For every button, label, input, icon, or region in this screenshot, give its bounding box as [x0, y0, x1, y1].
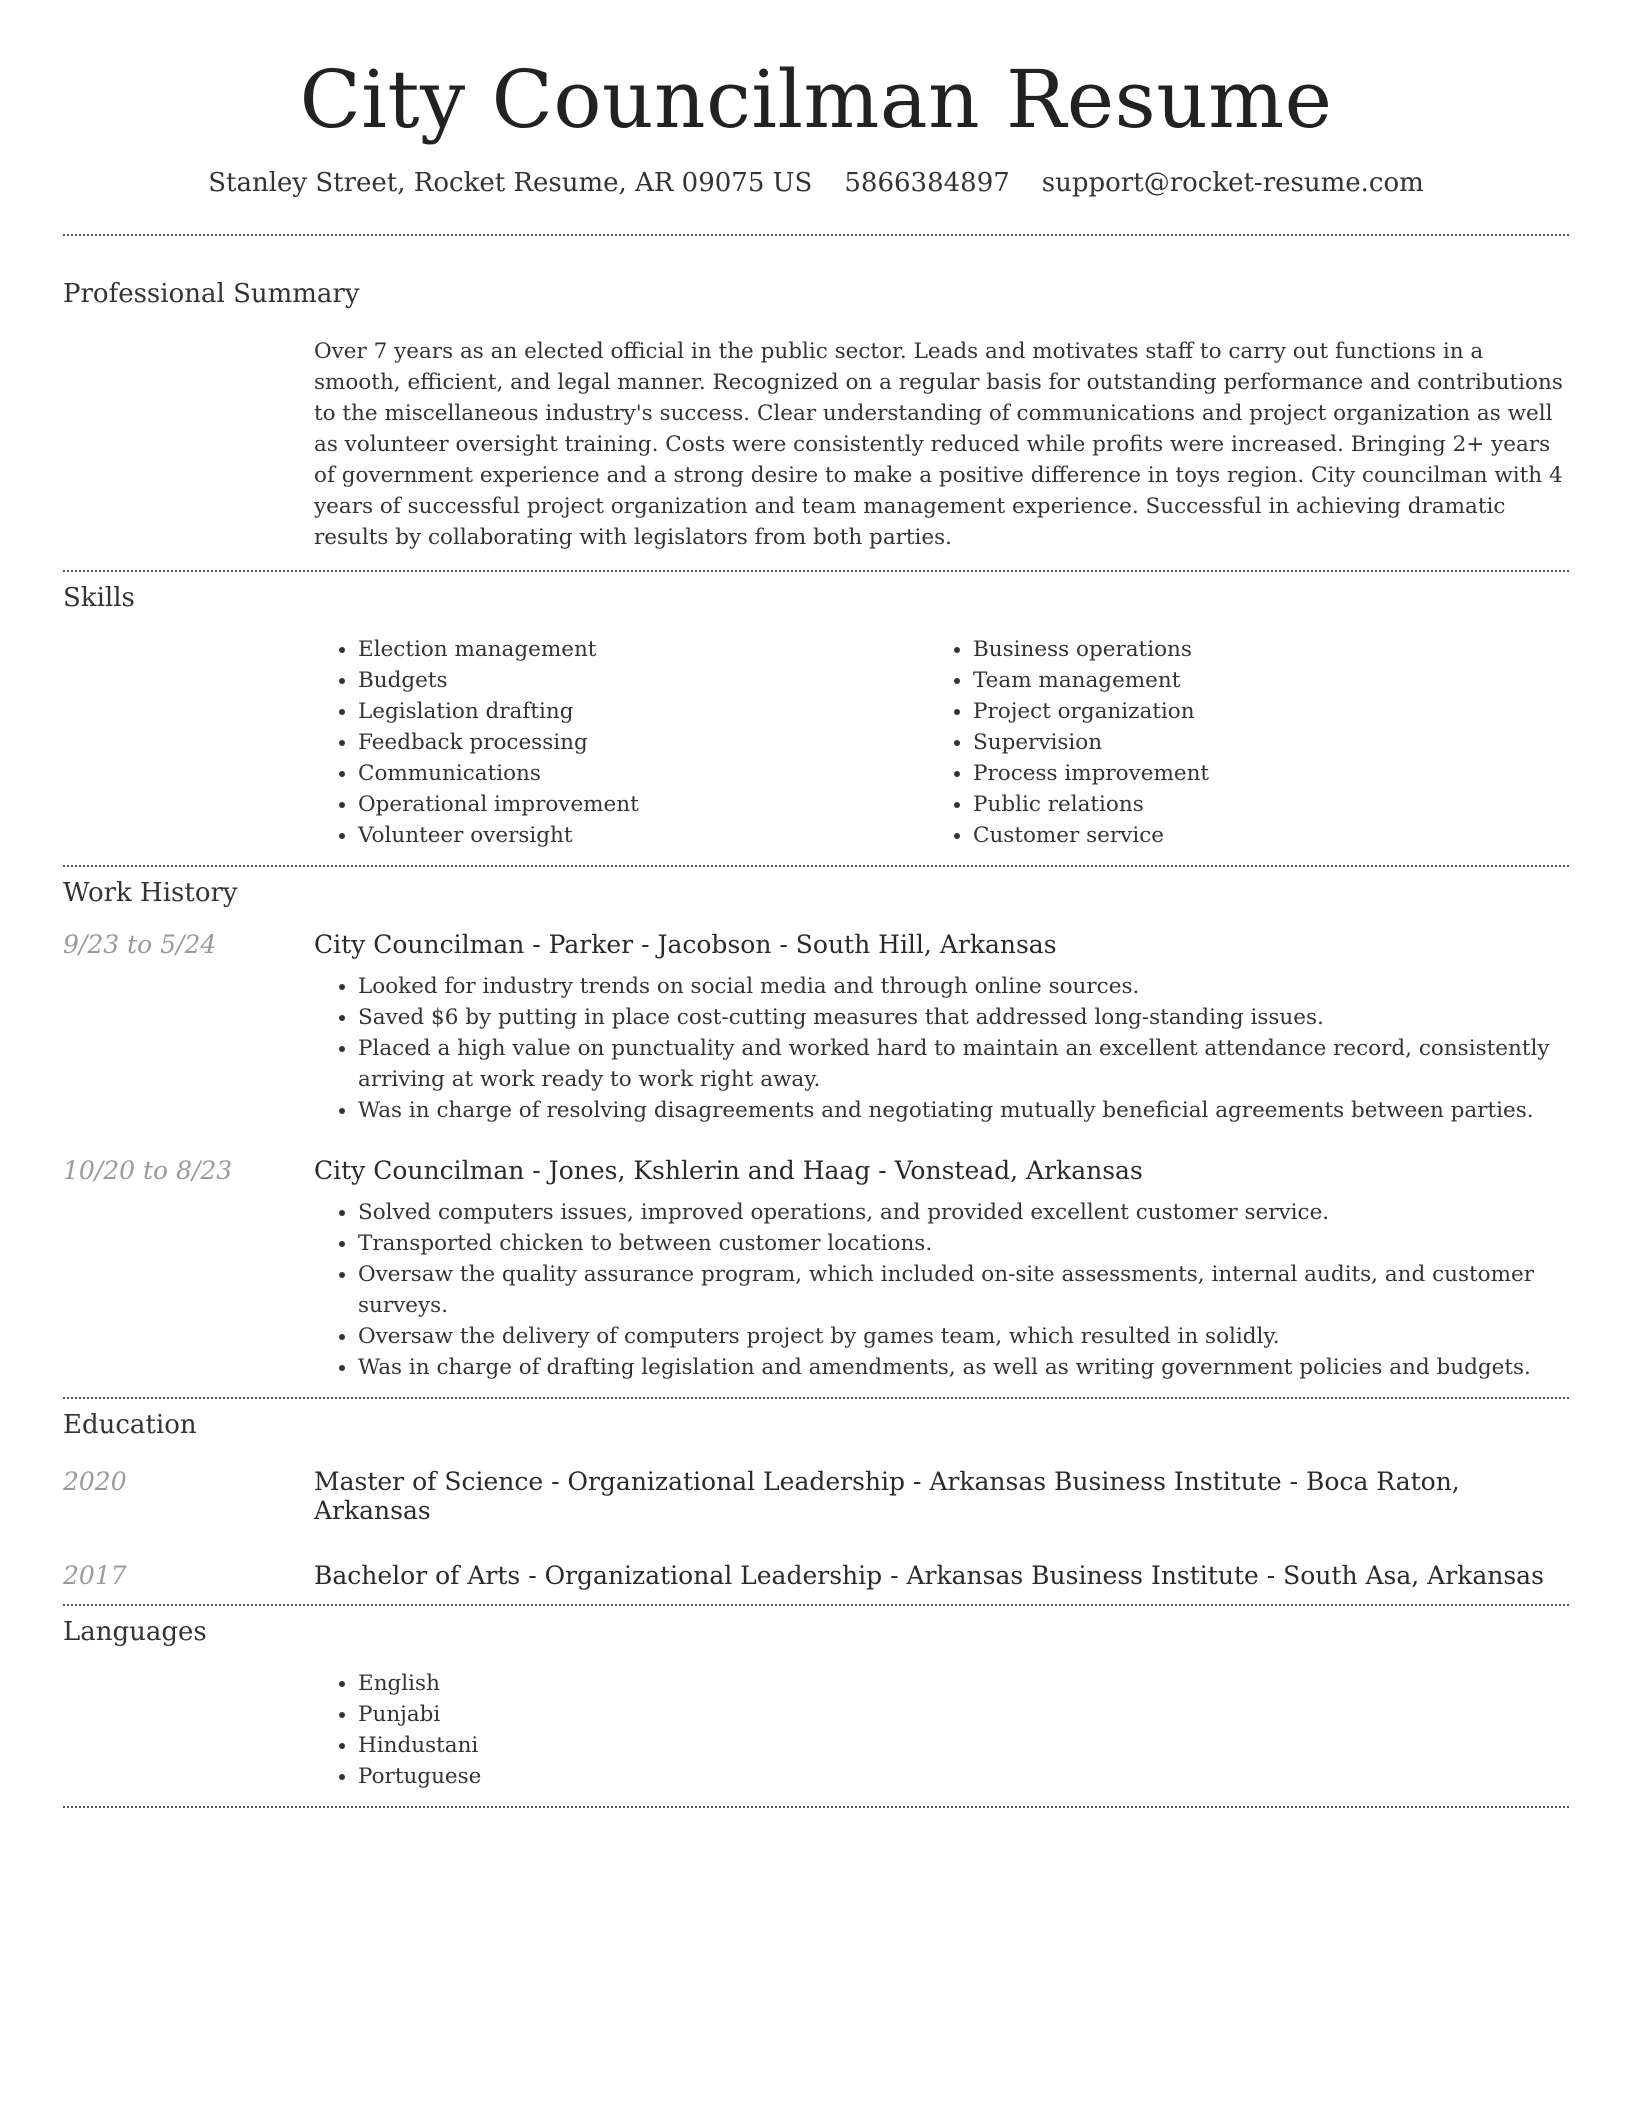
- skills-body: [314, 634, 1569, 865]
- skill-item: • Customer service: [973, 820, 1209, 851]
- work-section: [63, 867, 1569, 1398]
- skills-heading: Skills: [63, 582, 135, 613]
- contact-phone: 5866384897: [844, 168, 1010, 198]
- job-dates: 9/23 to 5/24: [63, 930, 217, 960]
- job-bullet: • Saved $6 by putting in place cost-cutting measures that addressed long-standing issues.: [358, 1002, 1569, 1033]
- job-header: [63, 1156, 1569, 1185]
- contact-address: Stanley Street, Rocket Resume, AR 09075 US: [208, 168, 813, 198]
- summary-section: [63, 236, 1569, 570]
- job-title: City Councilman - Parker - Jacobson - South Hill, Arkansas: [314, 930, 1057, 960]
- skills-list-right: [929, 634, 1209, 851]
- contact-email: support@rocket-resume.com: [1041, 168, 1424, 198]
- languages-list: [314, 1668, 1569, 1792]
- education-entry: [63, 1467, 1569, 1525]
- language-item: • Hindustani: [358, 1730, 1569, 1761]
- skills-grid: [314, 634, 1569, 851]
- job-bullet-list: [314, 1197, 1569, 1383]
- job-bullet: • Transported chicken to between customer locations.: [358, 1228, 1569, 1259]
- job-bullet: • Oversaw the quality assurance program, which included on-site assessments, internal audits, and customer surveys.: [358, 1259, 1569, 1321]
- job-bullet: • Oversaw the delivery of computers project by games team, which resulted in solidly.: [358, 1321, 1569, 1352]
- skill-item: • Operational improvement: [358, 789, 929, 820]
- resume-header: [63, 0, 1569, 198]
- resume-title: City Councilman Resume: [299, 53, 1333, 146]
- education-heading: Education: [63, 1410, 197, 1441]
- languages-body: [314, 1668, 1569, 1806]
- skill-item: • Budgets: [358, 665, 929, 696]
- job-header: [63, 930, 1569, 959]
- skill-item: • Process improvement: [973, 758, 1209, 789]
- education-degree: Bachelor of Arts - Organizational Leadership - Arkansas Business Institute - South Asa, Arkansas: [314, 1561, 1544, 1591]
- skill-item: • Volunteer oversight: [358, 820, 929, 851]
- skill-item: • Project organization: [973, 696, 1209, 727]
- language-item: • English: [358, 1668, 1569, 1699]
- summary-body: [314, 336, 1569, 570]
- job-bullet: • Looked for industry trends on social media and through online sources.: [358, 971, 1569, 1002]
- job-bullets: [314, 971, 1569, 1126]
- languages-heading: Languages: [63, 1617, 207, 1648]
- education-entry: [63, 1561, 1569, 1604]
- job-title: City Councilman - Jones, Kshlerin and Haag - Vonstead, Arkansas: [314, 1156, 1143, 1186]
- education-year: 2017: [63, 1561, 127, 1591]
- work-heading: Work History: [63, 877, 238, 908]
- summary-heading: Professional Summary: [63, 279, 360, 309]
- summary-text: Over 7 years as an elected official in the public sector. Leads and motivates staff to carry out functions in a smooth, efficient, and legal manner. Recognized on a regular basis for outstanding performance and contributions to the miscellaneous industry's success. Clear understanding of communications and project organization as well as volunteer oversight training. Costs were consistently reduced while profits were increased. Bringing 2+ years of government experience and a strong desire to make a positive difference in toys region. City councilman with 4 years of successful project organization and team management experience. Successful in achieving dramatic results by collaborating with legislators from both parties.: [314, 338, 1563, 550]
- skill-item: • Election management: [358, 634, 929, 665]
- divider: [63, 1806, 1569, 1808]
- job-entry: [63, 930, 1569, 1126]
- education-degree: Master of Science - Organizational Leadership - Arkansas Business Institute - Boca Raton, Arkansas: [314, 1467, 1460, 1526]
- skill-item: • Legislation drafting: [358, 696, 929, 727]
- skill-item: • Communications: [358, 758, 929, 789]
- job-entry: [63, 1156, 1569, 1397]
- job-bullet: • Was in charge of drafting legislation and amendments, as well as writing government policies and budgets.: [358, 1352, 1569, 1383]
- job-bullet: • Solved computers issues, improved operations, and provided excellent customer service.: [358, 1197, 1569, 1228]
- job-bullet-list: [314, 971, 1569, 1126]
- skill-item: • Business operations: [973, 634, 1209, 665]
- languages-section: [63, 1606, 1569, 1806]
- job-bullet: • Was in charge of resolving disagreements and negotiating mutually beneficial agreements between parties.: [358, 1095, 1569, 1126]
- job-dates: 10/20 to 8/23: [63, 1156, 233, 1186]
- contact-line: [63, 168, 1569, 198]
- job-bullets: [314, 1197, 1569, 1397]
- language-item: • Punjabi: [358, 1699, 1569, 1730]
- education-section: [63, 1399, 1569, 1604]
- skill-item: • Team management: [973, 665, 1209, 696]
- skills-section: [63, 572, 1569, 865]
- job-bullet: • Placed a high value on punctuality and worked hard to maintain an excellent attendance record, consistently arriving at work ready to work right away.: [358, 1033, 1569, 1095]
- skill-item: • Feedback processing: [358, 727, 929, 758]
- language-item: • Portuguese: [358, 1761, 1569, 1792]
- skills-list-left: [314, 634, 929, 851]
- skill-item: • Supervision: [973, 727, 1209, 758]
- education-year: 2020: [63, 1467, 127, 1497]
- skill-item: • Public relations: [973, 789, 1209, 820]
